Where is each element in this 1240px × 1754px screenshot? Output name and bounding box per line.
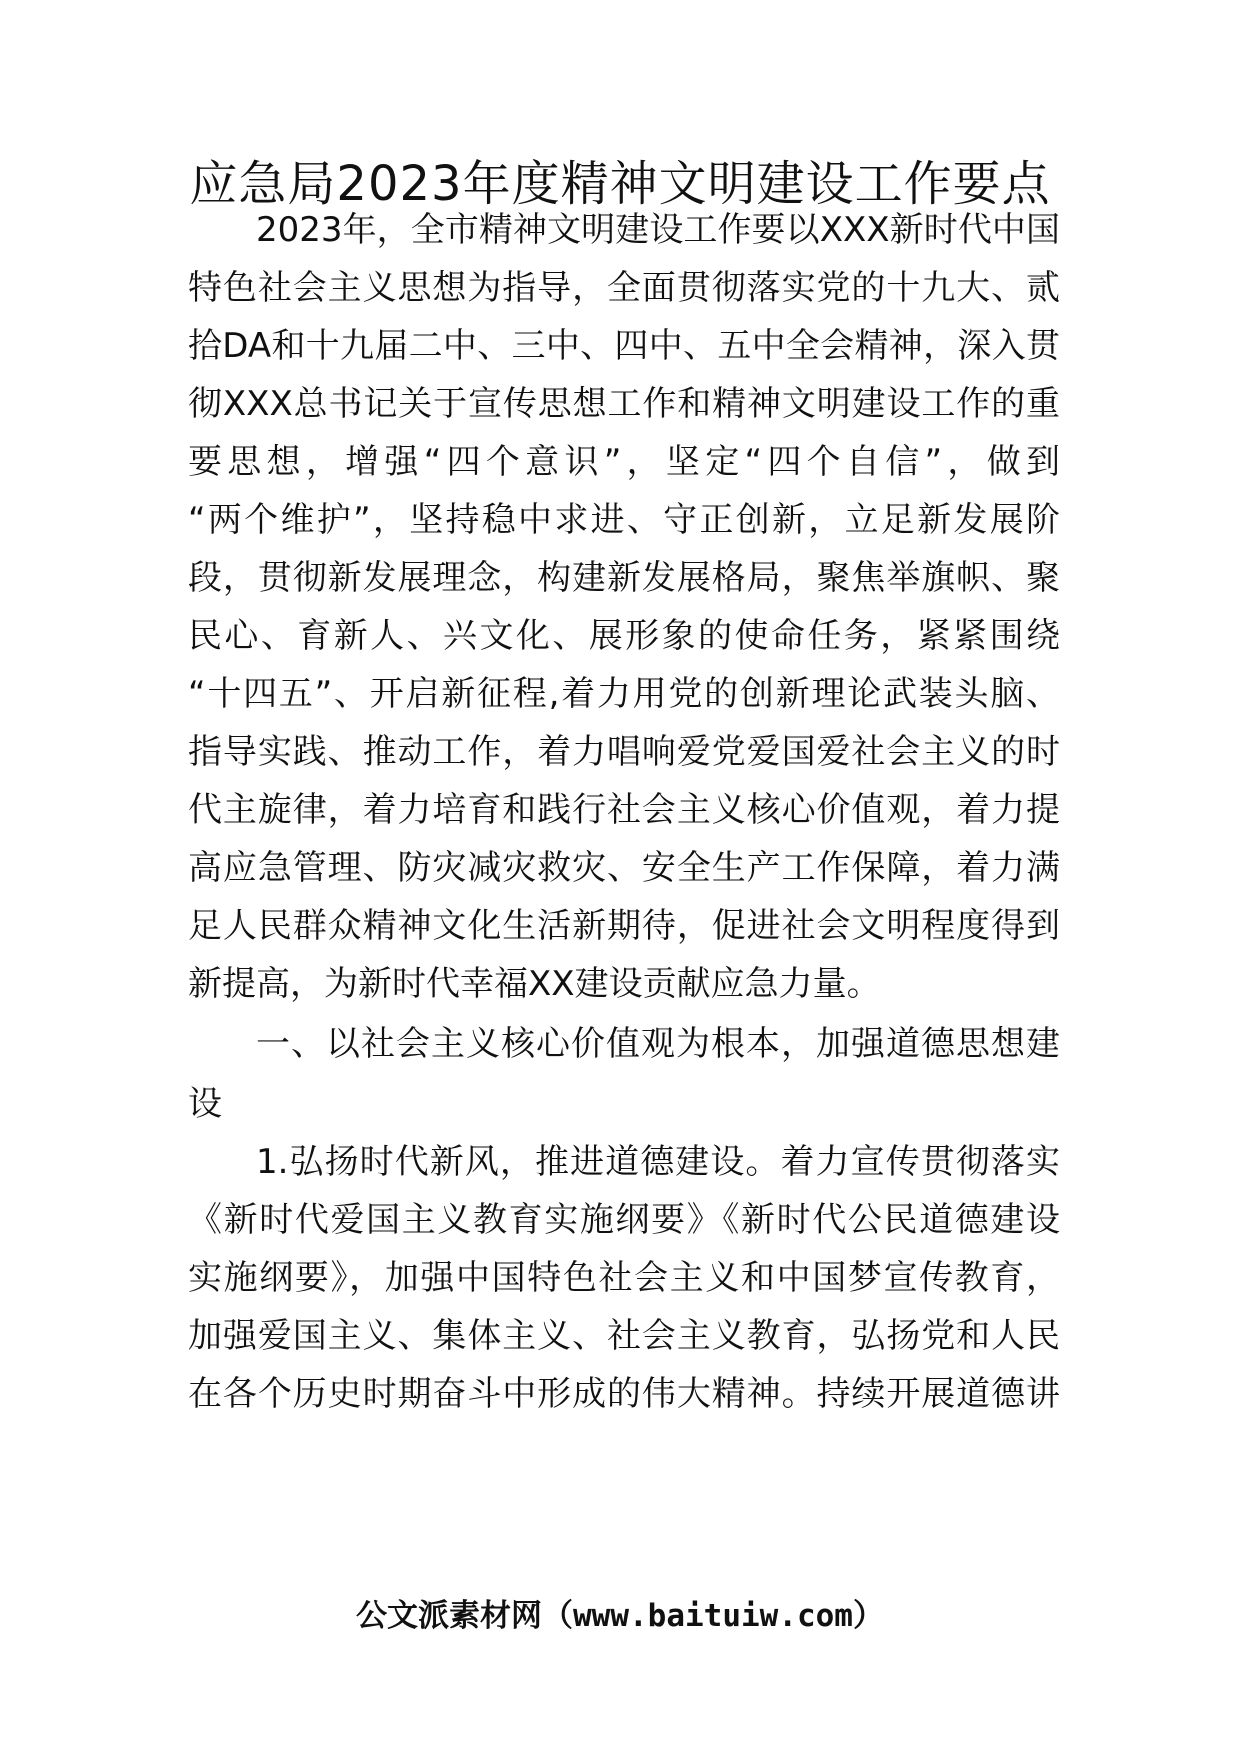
paragraph-line: 加强爱国主义、集体主义、社会主义教育，弘扬党和人民	[188, 1316, 1060, 1356]
paragraph-line: 要思想，增强“四个意识”，坚定“四个自信”，做到	[188, 442, 1060, 482]
footer-close-paren: ）	[852, 1598, 884, 1634]
footer-url: www.baituiw.com	[573, 1598, 853, 1634]
paragraph-line: 2023年，全市精神文明建设工作要以XXX新时代中国	[256, 210, 1060, 250]
paragraph-line: 指导实践、推动工作，着力唱响爱党爱国爱社会主义的时	[188, 732, 1060, 772]
paragraph-line: 1.弘扬时代新风，推进道德建设。着力宣传贯彻落实	[256, 1142, 1060, 1182]
footer-watermark	[0, 1596, 1240, 1636]
paragraph-line: 新提高，为新时代幸福XX建设贡献应急力量。	[188, 964, 881, 1004]
paragraph-line: 彻XXX总书记关于宣传思想工作和精神文明建设工作的重	[188, 384, 1060, 424]
paragraph-line: 民心、育新人、兴文化、展形象的使命任务，紧紧围绕	[188, 616, 1060, 656]
paragraph-line: 足人民群众精神文化生活新期待，促进社会文明程度得到	[188, 906, 1060, 946]
footer-open-paren: （	[542, 1598, 574, 1634]
paragraph-line: 在各个历史时期奋斗中形成的伟大精神。持续开展道德讲	[188, 1374, 1060, 1414]
paragraph-line: 《新时代爱国主义教育实施纲要》《新时代公民道德建设	[188, 1200, 1060, 1240]
paragraph-line: “两个维护”，坚持稳中求进、守正创新，立足新发展阶	[188, 500, 1060, 540]
paragraph-line: “十四五”、开启新征程,着力用党的创新理论武装头脑、	[188, 674, 1060, 714]
paragraph-line: 拾DA和十九届二中、三中、四中、五中全会精神，深入贯	[188, 326, 1060, 366]
paragraph-line: 段，贯彻新发展理念，构建新发展格局，聚焦举旗帜、聚	[188, 558, 1060, 598]
footer-site-name: 公文派素材网	[356, 1598, 543, 1634]
paragraph-line: 高应急管理、防灾减灾救灾、安全生产工作保障，着力满	[188, 848, 1060, 888]
paragraph-line: 实施纲要》，加强中国特色社会主义和中国梦宣传教育，	[188, 1258, 1060, 1298]
paragraph-line: 特色社会主义思想为指导，全面贯彻落实党的十九大、贰	[188, 268, 1060, 308]
section-heading: 一、以社会主义核心价值观为根本，加强道德思想建	[256, 1024, 1060, 1064]
paragraph-line: 代主旋律，着力培育和践行社会主义核心价值观，着力提	[188, 790, 1060, 830]
section-heading-continuation: 设	[188, 1084, 222, 1124]
document-title: 应急局2023年度精神文明建设工作要点	[189, 156, 1051, 212]
